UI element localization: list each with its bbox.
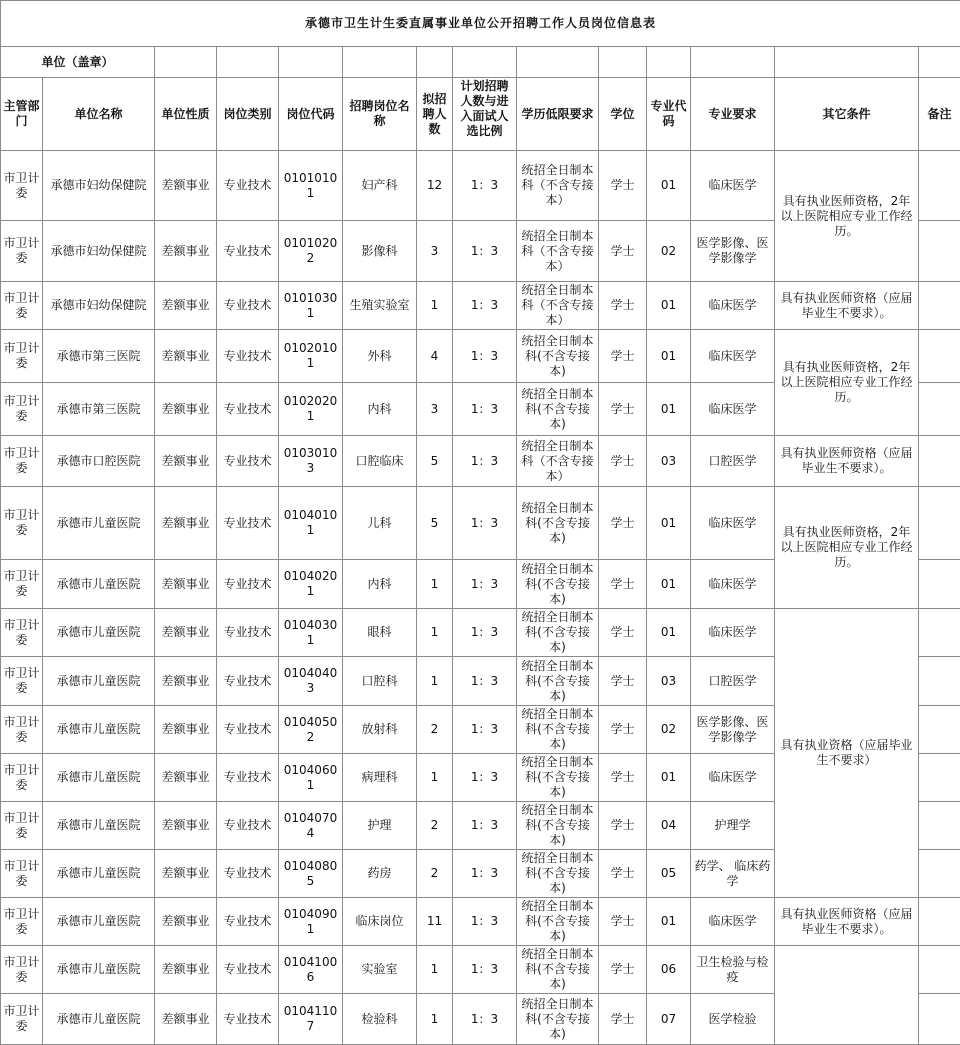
note-cell — [919, 330, 960, 383]
count-cell: 1 — [417, 560, 453, 609]
ratio-cell: 1：3 — [453, 754, 517, 802]
unit-nature-cell: 差额事业 — [155, 560, 217, 609]
post-code-cell: 01040502 — [279, 706, 343, 754]
post-code-cell: 01040601 — [279, 754, 343, 802]
post-code-cell: 01040201 — [279, 560, 343, 609]
education-cell: 统招全日制本科(不含专接本) — [517, 946, 599, 994]
header-ratio — [453, 78, 517, 151]
post-name-cell: 内科 — [343, 560, 417, 609]
count-cell: 4 — [417, 330, 453, 383]
count-cell: 2 — [417, 802, 453, 850]
degree-cell: 学士 — [599, 994, 647, 1045]
other-conditions-cell — [775, 946, 919, 1045]
post-name-cell: 外科 — [343, 330, 417, 383]
count-cell: 1 — [417, 609, 453, 657]
header-post-type: 岗位类别 — [217, 78, 279, 151]
unit-nature-cell: 差额事业 — [155, 609, 217, 657]
unit-name-cell: 承德市儿童医院 — [43, 754, 155, 802]
ratio-cell: 1：3 — [453, 802, 517, 850]
major-code-cell: 02 — [647, 706, 691, 754]
post-name-cell: 护理 — [343, 802, 417, 850]
post-name-cell: 生殖实验室 — [343, 282, 417, 330]
degree-cell: 学士 — [599, 436, 647, 487]
note-cell — [919, 282, 960, 330]
dept-cell: 市卫计委 — [1, 330, 43, 383]
post-type-cell: 专业技术 — [217, 436, 279, 487]
unit-nature-cell: 差额事业 — [155, 802, 217, 850]
count-cell: 1 — [417, 754, 453, 802]
major-cell: 临床医学 — [691, 330, 775, 383]
header-unit-nature: 单位性质 — [155, 78, 217, 151]
education-cell: 统招全日制本科（不含专接本） — [517, 151, 599, 221]
note-cell — [919, 898, 960, 946]
major-code-cell: 01 — [647, 383, 691, 436]
post-name-cell: 实验室 — [343, 946, 417, 994]
ratio-cell: 1：3 — [453, 898, 517, 946]
dept-cell: 市卫计委 — [1, 436, 43, 487]
dept-cell: 市卫计委 — [1, 802, 43, 850]
post-type-cell: 专业技术 — [217, 609, 279, 657]
empty-cell — [647, 47, 691, 78]
table-row — [1, 487, 960, 560]
empty-cell — [343, 47, 417, 78]
ratio-cell: 1：3 — [453, 221, 517, 282]
major-code-cell: 01 — [647, 330, 691, 383]
major-code-cell: 01 — [647, 282, 691, 330]
ratio-cell: 1：3 — [453, 560, 517, 609]
unit-name-cell: 承德市口腔医院 — [43, 436, 155, 487]
major-code-cell: 07 — [647, 994, 691, 1045]
dept-cell: 市卫计委 — [1, 487, 43, 560]
degree-cell: 学士 — [599, 221, 647, 282]
major-code-cell: 01 — [647, 151, 691, 221]
education-cell: 统招全日制本科(不含专接本) — [517, 850, 599, 898]
major-cell: 临床医学 — [691, 560, 775, 609]
other-conditions-cell: 具有执业医师资格（应届毕业生不要求）。 — [775, 282, 919, 330]
unit-stamp-label: 单位（盖章） — [1, 47, 155, 78]
ratio-cell: 1：3 — [453, 282, 517, 330]
note-cell — [919, 436, 960, 487]
post-name-cell: 检验科 — [343, 994, 417, 1045]
ratio-cell: 1：3 — [453, 383, 517, 436]
degree-cell: 学士 — [599, 802, 647, 850]
degree-cell: 学士 — [599, 850, 647, 898]
major-cell: 医学检验 — [691, 994, 775, 1045]
table-row — [1, 898, 960, 946]
education-cell: 统招全日制本科(不含专接本) — [517, 383, 599, 436]
empty-cell — [417, 47, 453, 78]
post-type-cell: 专业技术 — [217, 994, 279, 1045]
count-cell: 1 — [417, 282, 453, 330]
count-cell: 5 — [417, 436, 453, 487]
major-cell: 临床医学 — [691, 754, 775, 802]
empty-cell — [453, 47, 517, 78]
other-conditions-cell: 具有执业医师资格（应届毕业生不要求）。 — [775, 436, 919, 487]
post-type-cell: 专业技术 — [217, 383, 279, 436]
note-cell — [919, 946, 960, 994]
unit-name-cell: 承德市妇幼保健院 — [43, 151, 155, 221]
unit-nature-cell: 差额事业 — [155, 754, 217, 802]
degree-cell: 学士 — [599, 151, 647, 221]
empty-cell — [517, 47, 599, 78]
education-cell: 统招全日制本科(不含专接本) — [517, 330, 599, 383]
education-cell: 统招全日制本科(不含专接本) — [517, 706, 599, 754]
dept-cell: 市卫计委 — [1, 221, 43, 282]
post-type-cell: 专业技术 — [217, 946, 279, 994]
empty-cell — [599, 47, 647, 78]
count-cell: 1 — [417, 994, 453, 1045]
empty-cell — [919, 47, 960, 78]
degree-cell: 学士 — [599, 487, 647, 560]
post-code-cell: 01041107 — [279, 994, 343, 1045]
post-name-cell: 眼科 — [343, 609, 417, 657]
degree-cell: 学士 — [599, 898, 647, 946]
major-code-cell: 06 — [647, 946, 691, 994]
dept-cell: 市卫计委 — [1, 282, 43, 330]
dept-cell: 市卫计委 — [1, 151, 43, 221]
unit-name-cell: 承德市儿童医院 — [43, 946, 155, 994]
empty-cell — [279, 47, 343, 78]
header-unit-name: 单位名称 — [43, 78, 155, 151]
count-cell: 3 — [417, 221, 453, 282]
post-type-cell: 专业技术 — [217, 850, 279, 898]
other-conditions-cell: 具有执业医师资格，2年以上医院相应专业工作经历。 — [775, 487, 919, 609]
dept-cell: 市卫计委 — [1, 657, 43, 706]
unit-nature-cell: 差额事业 — [155, 850, 217, 898]
major-cell: 药学、 临床药学 — [691, 850, 775, 898]
post-name-cell: 药房 — [343, 850, 417, 898]
post-name-cell: 口腔科 — [343, 657, 417, 706]
degree-cell: 学士 — [599, 754, 647, 802]
unit-nature-cell: 差额事业 — [155, 436, 217, 487]
count-cell: 2 — [417, 706, 453, 754]
header-ratio-text: 计划招聘人数与进入面试人选比例 — [460, 79, 509, 138]
post-name-cell: 内科 — [343, 383, 417, 436]
ratio-cell: 1：3 — [453, 330, 517, 383]
post-code-cell: 01040805 — [279, 850, 343, 898]
unit-name-cell: 承德市妇幼保健院 — [43, 282, 155, 330]
post-type-cell: 专业技术 — [217, 657, 279, 706]
major-code-cell: 01 — [647, 754, 691, 802]
note-cell — [919, 609, 960, 657]
dept-cell: 市卫计委 — [1, 850, 43, 898]
ratio-cell: 1：3 — [453, 151, 517, 221]
unit-nature-cell: 差额事业 — [155, 383, 217, 436]
table-row — [1, 330, 960, 383]
post-name-cell: 放射科 — [343, 706, 417, 754]
major-code-cell: 01 — [647, 487, 691, 560]
degree-cell: 学士 — [599, 706, 647, 754]
table-row — [1, 946, 960, 994]
degree-cell: 学士 — [599, 657, 647, 706]
post-name-cell: 妇产科 — [343, 151, 417, 221]
header-note: 备注 — [919, 78, 960, 151]
post-type-cell: 专业技术 — [217, 330, 279, 383]
count-cell: 12 — [417, 151, 453, 221]
education-cell: 统招全日制本科（不含专接本） — [517, 436, 599, 487]
post-name-cell: 影像科 — [343, 221, 417, 282]
unit-name-cell: 承德市儿童医院 — [43, 802, 155, 850]
empty-cell — [155, 47, 217, 78]
post-type-cell: 专业技术 — [217, 898, 279, 946]
major-cell: 口腔医学 — [691, 657, 775, 706]
count-cell: 5 — [417, 487, 453, 560]
header-degree: 学位 — [599, 78, 647, 151]
post-code-cell: 01040901 — [279, 898, 343, 946]
post-type-cell: 专业技术 — [217, 754, 279, 802]
count-cell: 1 — [417, 946, 453, 994]
unit-nature-cell: 差额事业 — [155, 994, 217, 1045]
major-cell: 临床医学 — [691, 151, 775, 221]
table-row — [1, 436, 960, 487]
post-code-cell: 01010301 — [279, 282, 343, 330]
unit-name-cell: 承德市第三医院 — [43, 383, 155, 436]
dept-cell: 市卫计委 — [1, 898, 43, 946]
unit-nature-cell: 差额事业 — [155, 282, 217, 330]
note-cell — [919, 383, 960, 436]
major-cell: 医学影像、医学影像学 — [691, 221, 775, 282]
degree-cell: 学士 — [599, 282, 647, 330]
count-cell: 2 — [417, 850, 453, 898]
table-body — [1, 151, 960, 1045]
degree-cell: 学士 — [599, 609, 647, 657]
education-cell: 统招全日制本科(不含专接本) — [517, 487, 599, 560]
post-code-cell: 01020201 — [279, 383, 343, 436]
ratio-cell: 1：3 — [453, 487, 517, 560]
post-code-cell: 01010101 — [279, 151, 343, 221]
note-cell — [919, 706, 960, 754]
major-cell: 医学影像、医学影像学 — [691, 706, 775, 754]
note-cell — [919, 151, 960, 221]
post-code-cell: 01040101 — [279, 487, 343, 560]
header-dept: 主管部门 — [1, 78, 43, 151]
unit-nature-cell: 差额事业 — [155, 151, 217, 221]
post-code-cell: 01040301 — [279, 609, 343, 657]
post-name-cell: 病理科 — [343, 754, 417, 802]
header-count: 拟招聘人数 — [417, 78, 453, 151]
dept-cell: 市卫计委 — [1, 706, 43, 754]
major-cell: 临床医学 — [691, 282, 775, 330]
post-code-cell: 01040704 — [279, 802, 343, 850]
header-major: 专业要求 — [691, 78, 775, 151]
unit-nature-cell: 差额事业 — [155, 657, 217, 706]
post-type-cell: 专业技术 — [217, 706, 279, 754]
post-code-cell: 01010202 — [279, 221, 343, 282]
major-code-cell: 01 — [647, 609, 691, 657]
unit-name-cell: 承德市儿童医院 — [43, 706, 155, 754]
empty-cell — [691, 47, 775, 78]
header-post-name: 招聘岗位名称 — [343, 78, 417, 151]
major-code-cell: 04 — [647, 802, 691, 850]
unit-name-cell: 承德市儿童医院 — [43, 609, 155, 657]
dept-cell: 市卫计委 — [1, 609, 43, 657]
other-conditions-cell: 具有执业医师资格，2年以上医院相应专业工作经历。 — [775, 151, 919, 282]
count-cell: 3 — [417, 383, 453, 436]
header-major-code: 专业代码 — [647, 78, 691, 151]
post-type-cell: 专业技术 — [217, 487, 279, 560]
table-row — [1, 282, 960, 330]
major-code-cell: 03 — [647, 436, 691, 487]
note-cell — [919, 560, 960, 609]
unit-name-cell: 承德市妇幼保健院 — [43, 221, 155, 282]
degree-cell: 学士 — [599, 330, 647, 383]
major-code-cell: 01 — [647, 560, 691, 609]
unit-nature-cell: 差额事业 — [155, 898, 217, 946]
degree-cell: 学士 — [599, 946, 647, 994]
unit-name-cell: 承德市儿童医院 — [43, 657, 155, 706]
note-cell — [919, 487, 960, 560]
post-type-cell: 专业技术 — [217, 151, 279, 221]
post-name-cell: 临床岗位 — [343, 898, 417, 946]
education-cell: 统招全日制本科(不含专接本) — [517, 754, 599, 802]
header-row — [1, 78, 960, 151]
post-code-cell: 01040403 — [279, 657, 343, 706]
post-code-cell: 01020101 — [279, 330, 343, 383]
major-code-cell: 01 — [647, 898, 691, 946]
count-cell: 11 — [417, 898, 453, 946]
header-education: 学历低限要求 — [517, 78, 599, 151]
unit-name-cell: 承德市儿童医院 — [43, 994, 155, 1045]
unit-nature-cell: 差额事业 — [155, 221, 217, 282]
major-cell: 护理学 — [691, 802, 775, 850]
ratio-cell: 1：3 — [453, 706, 517, 754]
major-code-cell: 02 — [647, 221, 691, 282]
dept-cell: 市卫计委 — [1, 994, 43, 1045]
ratio-cell: 1：3 — [453, 436, 517, 487]
major-code-cell: 05 — [647, 850, 691, 898]
dept-cell: 市卫计委 — [1, 946, 43, 994]
major-cell: 临床医学 — [691, 383, 775, 436]
post-type-cell: 专业技术 — [217, 560, 279, 609]
major-cell: 临床医学 — [691, 487, 775, 560]
dept-cell: 市卫计委 — [1, 754, 43, 802]
post-code-cell: 01041006 — [279, 946, 343, 994]
post-name-cell: 儿科 — [343, 487, 417, 560]
major-cell: 卫生检验与检疫 — [691, 946, 775, 994]
education-cell: 统招全日制本科(不含专接本) — [517, 994, 599, 1045]
dept-cell: 市卫计委 — [1, 383, 43, 436]
unit-name-cell: 承德市儿童医院 — [43, 487, 155, 560]
other-conditions-cell: 具有执业资格（应届毕业生不要求） — [775, 609, 919, 898]
post-code-cell: 01030103 — [279, 436, 343, 487]
empty-cell — [775, 47, 919, 78]
table-row — [1, 609, 960, 657]
major-code-cell: 03 — [647, 657, 691, 706]
major-cell: 临床医学 — [691, 609, 775, 657]
education-cell: 统招全日制本科(不含专接本) — [517, 657, 599, 706]
post-type-cell: 专业技术 — [217, 282, 279, 330]
other-conditions-cell: 具有执业医师资格（应届毕业生不要求）。 — [775, 898, 919, 946]
ratio-cell: 1：3 — [453, 946, 517, 994]
degree-cell: 学士 — [599, 560, 647, 609]
unit-nature-cell: 差额事业 — [155, 330, 217, 383]
education-cell: 统招全日制本科（不含专接本） — [517, 282, 599, 330]
education-cell: 统招全日制本科(不含专接本) — [517, 802, 599, 850]
ratio-cell: 1：3 — [453, 657, 517, 706]
unit-nature-cell: 差额事业 — [155, 706, 217, 754]
unit-name-cell: 承德市第三医院 — [43, 330, 155, 383]
header-other: 其它条件 — [775, 78, 919, 151]
unit-name-cell: 承德市儿童医院 — [43, 850, 155, 898]
count-cell: 1 — [417, 657, 453, 706]
note-cell — [919, 657, 960, 706]
major-cell: 口腔医学 — [691, 436, 775, 487]
header-post-code: 岗位代码 — [279, 78, 343, 151]
note-cell — [919, 221, 960, 282]
education-cell: 统招全日制本科（不含专接本） — [517, 221, 599, 282]
unit-nature-cell: 差额事业 — [155, 487, 217, 560]
note-cell — [919, 850, 960, 898]
education-cell: 统招全日制本科(不含专接本) — [517, 609, 599, 657]
ratio-cell: 1：3 — [453, 994, 517, 1045]
ratio-cell: 1：3 — [453, 609, 517, 657]
education-cell: 统招全日制本科(不含专接本) — [517, 560, 599, 609]
unit-name-cell: 承德市儿童医院 — [43, 898, 155, 946]
empty-cell — [217, 47, 279, 78]
note-cell — [919, 802, 960, 850]
page-title: 承德市卫生计生委直属事业单位公开招聘工作人员岗位信息表 — [1, 1, 960, 47]
major-cell: 临床医学 — [691, 898, 775, 946]
post-name-cell: 口腔临床 — [343, 436, 417, 487]
unit-name-cell: 承德市儿童医院 — [43, 560, 155, 609]
ratio-cell: 1：3 — [453, 850, 517, 898]
unit-nature-cell: 差额事业 — [155, 946, 217, 994]
post-type-cell: 专业技术 — [217, 802, 279, 850]
other-conditions-cell: 具有执业医师资格，2年以上医院相应专业工作经历。 — [775, 330, 919, 436]
education-cell: 统招全日制本科(不含专接本) — [517, 898, 599, 946]
degree-cell: 学士 — [599, 383, 647, 436]
table-row — [1, 151, 960, 221]
note-cell — [919, 754, 960, 802]
dept-cell: 市卫计委 — [1, 560, 43, 609]
note-cell — [919, 994, 960, 1045]
post-type-cell: 专业技术 — [217, 221, 279, 282]
